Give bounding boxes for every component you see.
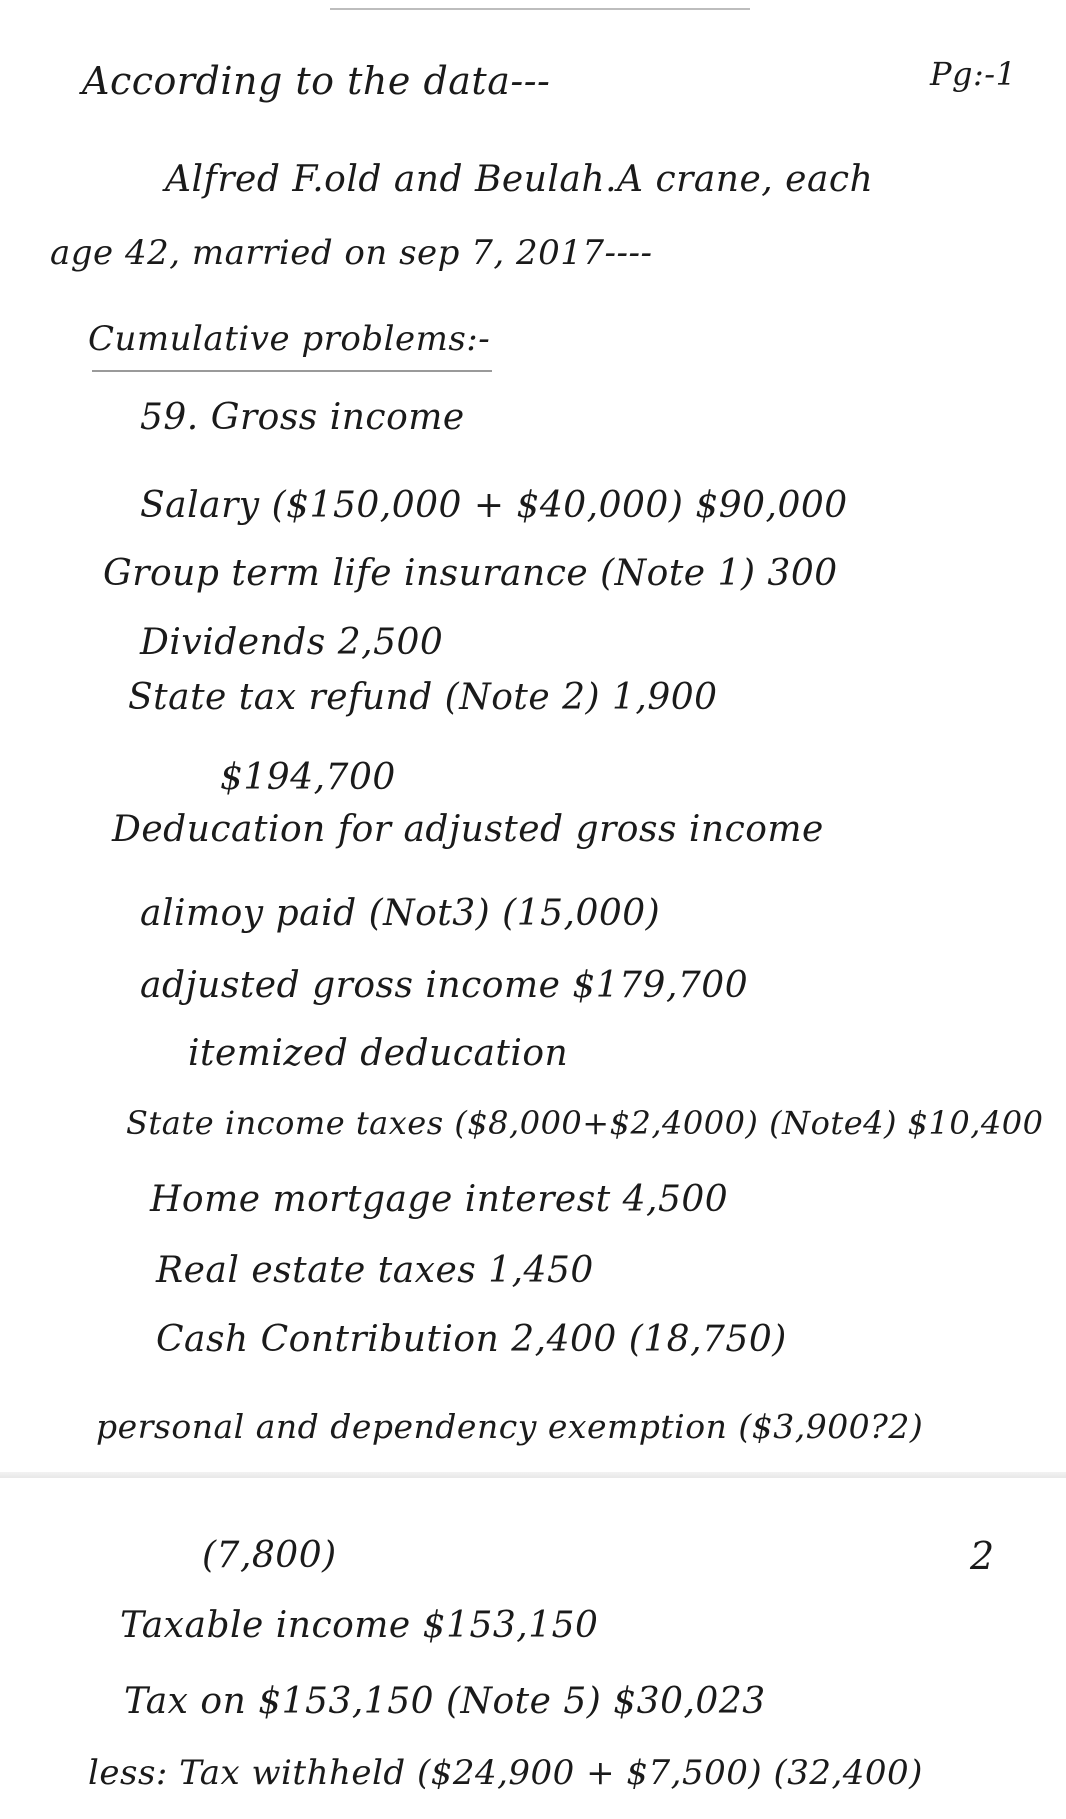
line-gross-total: $194,700 (220, 757, 396, 798)
line-dividends: Dividends 2,500 (140, 622, 444, 663)
line-taxable-income: Taxable income $153,150 (120, 1605, 599, 1646)
line-cash-contribution: Cash Contribution 2,400 (18,750) (156, 1319, 787, 1360)
line-gross-income: 59. Gross income (140, 397, 465, 438)
line-group-term-life: Group term life insurance (Note 1) 300 (103, 553, 838, 594)
line-exemption: personal and dependency exemption ($3,900?2) (96, 1407, 924, 1446)
line-exemption-amount: (7,800) (202, 1535, 337, 1576)
line-alimony: alimoy paid (Not3) (15,000) (140, 893, 661, 934)
line-state-income-taxes: State income taxes ($8,000+$2,4000) (Note4) $10,400 (126, 1104, 1044, 1142)
line-itemized-heading: itemized deducation (188, 1033, 569, 1074)
line-tax-on-income: Tax on $153,150 (Note 5) $30,023 (124, 1681, 766, 1722)
header-text: According to the data--- (82, 59, 551, 103)
section-title: Cumulative problems:- (88, 319, 491, 359)
page-number: Pg:-1 (930, 55, 1017, 93)
line-salary: Salary ($150,000 + $40,000) $90,000 (140, 485, 848, 526)
line-adjusted-gross: adjusted gross income $179,700 (140, 965, 749, 1006)
line-deduction-heading: Deducation for adjusted gross income (112, 809, 824, 850)
intro-line-1: Alfred F.old and Beulah.A crane, each (165, 159, 874, 200)
line-real-estate-taxes: Real estate taxes 1,450 (156, 1250, 594, 1291)
corner-mark: 2 (970, 1534, 995, 1578)
line-mortgage-interest: Home mortgage interest 4,500 (150, 1179, 729, 1220)
paper-edge (330, 8, 750, 10)
section-underline (92, 370, 492, 372)
intro-line-2: age 42, married on sep 7, 2017---- (50, 233, 653, 273)
page-seam (0, 1472, 1066, 1478)
line-state-tax-refund: State tax refund (Note 2) 1,900 (128, 677, 718, 718)
line-tax-withheld: less: Tax withheld ($24,900 + $7,500) (32,400) (88, 1753, 923, 1793)
